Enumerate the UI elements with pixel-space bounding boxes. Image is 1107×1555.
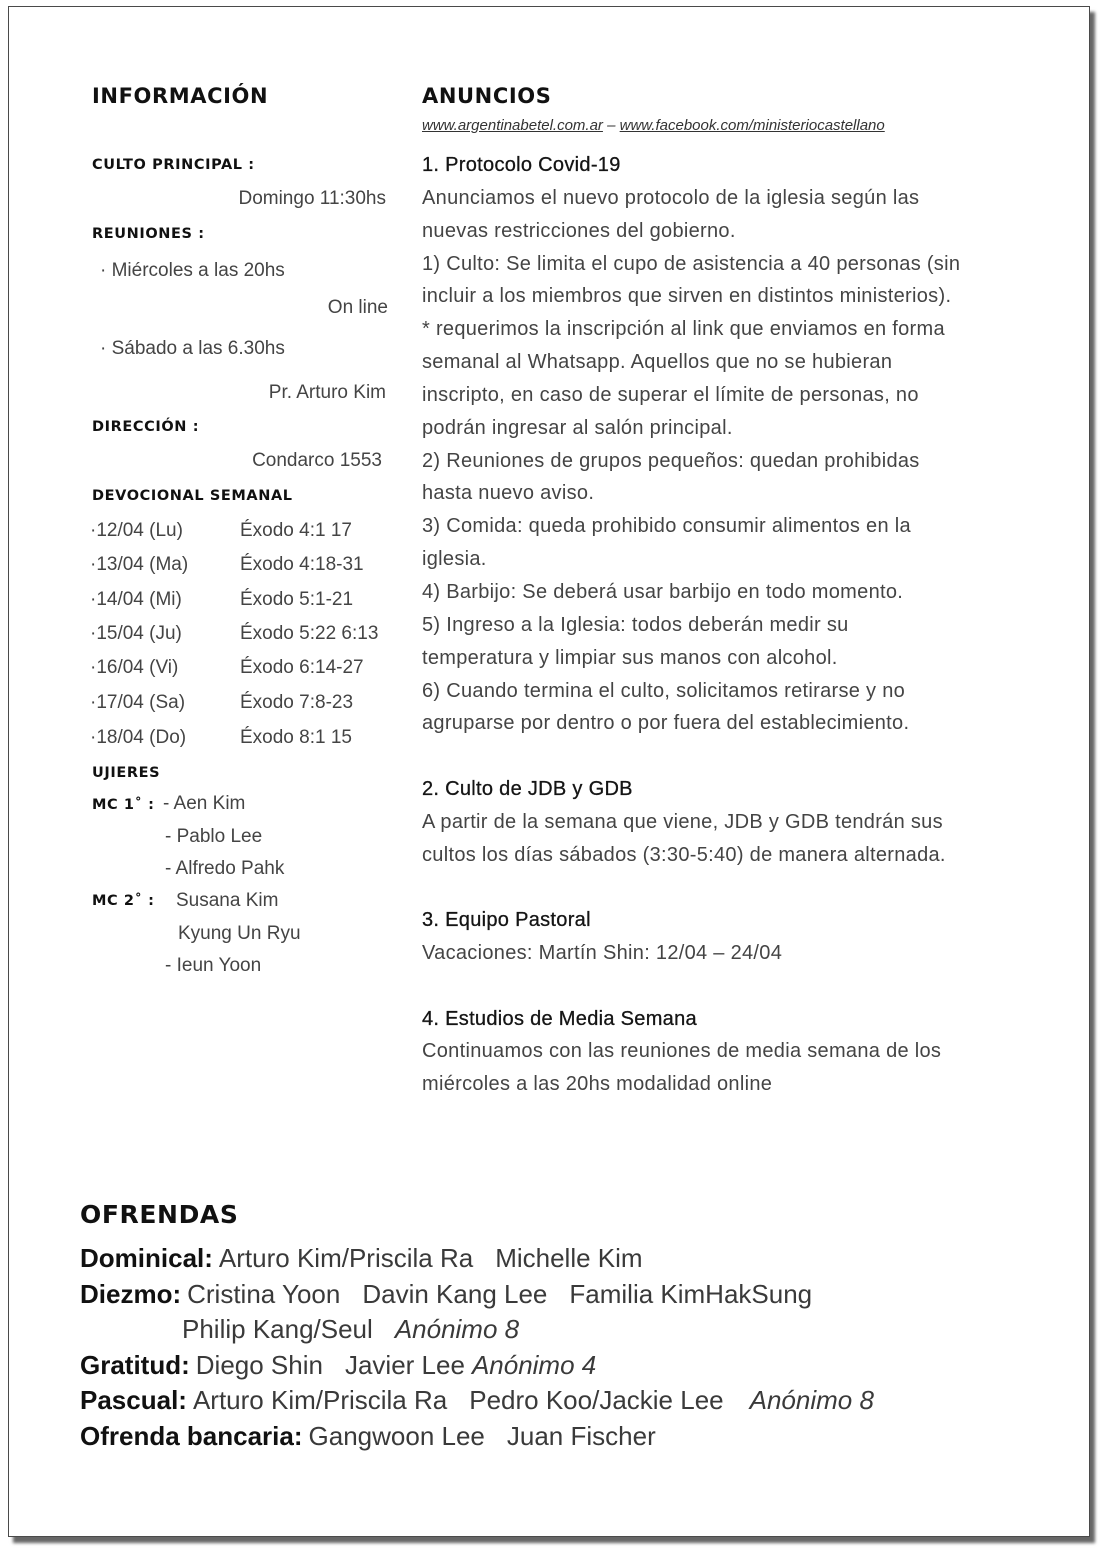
devocional-label: DEVOCIONAL SEMANAL xyxy=(92,488,293,504)
culto-principal-time: Domingo 11:30hs xyxy=(238,188,386,209)
links-separator: – xyxy=(602,117,620,134)
announcement-heading: 1. Protocolo Covid-19 xyxy=(422,154,621,176)
usher-name: - Ieun Yoon xyxy=(165,955,262,976)
ofrendas-title: OFRENDAS xyxy=(80,1200,239,1229)
devocional-date: ·16/04 (Vi) xyxy=(90,657,179,678)
reunion-miercoles: · Miércoles a las 20hs xyxy=(100,260,285,281)
donor-name: Gangwoon Lee xyxy=(308,1421,485,1451)
devocional-passage: Éxodo 8:1 15 xyxy=(240,727,352,748)
announcement-line: A partir de la semana que viene, JDB y GDB tendrán sus xyxy=(422,811,943,833)
donor-name: Familia KimHakSung xyxy=(569,1279,813,1309)
devocional-date: ·17/04 (Sa) xyxy=(90,692,186,713)
announcement-line: 1) Culto: Se limita el cupo de asistencia a 40 personas (sin xyxy=(422,253,961,275)
donor-name: Javier Lee xyxy=(344,1350,465,1380)
donor-name: Arturo Kim/Priscila Ra xyxy=(218,1243,474,1273)
announcement-line: miércoles a las 20hs modalidad online xyxy=(422,1073,773,1095)
usher-name: Susana Kim xyxy=(176,890,279,911)
ofrenda-label: Pascual: xyxy=(80,1385,187,1415)
mc2-label: MC 2˚ : xyxy=(92,893,155,909)
announcement-line: 6) Cuando termina el culto, solicitamos retirarse y no xyxy=(422,680,906,702)
devocional-passage: Éxodo 7:8-23 xyxy=(240,692,354,713)
announcement-line: semanal al Whatsapp. Aquellos que no se hubieran xyxy=(422,351,893,373)
ofrenda-row-dominical xyxy=(80,1242,643,1274)
donor-name: Cristina Yoon xyxy=(187,1279,341,1309)
announcement-line: Anunciamos el nuevo protocolo de la iglesia según las xyxy=(422,187,920,209)
devocional-passage: Éxodo 5:22 6:13 xyxy=(240,623,379,644)
anonymous-donor: Anónimo 8 xyxy=(749,1385,874,1415)
reunion-sabado-detail: Pr. Arturo Kim xyxy=(268,382,386,403)
announcement-line: hasta nuevo aviso. xyxy=(422,482,595,504)
announcement-heading: 2. Culto de JDB y GDB xyxy=(422,778,633,800)
announcement-line: incluir a los miembros que sirven en distintos ministerios). xyxy=(422,285,952,307)
donor-name: Diego Shin xyxy=(195,1350,323,1380)
direccion-value: Condarco 1553 xyxy=(252,450,382,471)
ofrenda-row-diezmo-continued xyxy=(182,1313,519,1345)
website-link[interactable]: www.argentinabetel.com.ar xyxy=(422,117,603,134)
announcement-line: nuevas restricciones del gobierno. xyxy=(422,220,736,242)
donor-name: Arturo Kim/Priscila Ra xyxy=(192,1385,448,1415)
ofrenda-row-gratitud xyxy=(80,1349,596,1381)
anonymous-donor: Anónimo 4 xyxy=(471,1350,597,1380)
devocional-date: ·14/04 (Mi) xyxy=(90,589,182,610)
links-line xyxy=(422,117,885,135)
reunion-sabado: · Sábado a las 6.30hs xyxy=(100,338,285,359)
ofrenda-row-bancaria xyxy=(80,1420,656,1452)
usher-name: - Aen Kim xyxy=(163,793,246,814)
announcement-line: Vacaciones: Martín Shin: 12/04 – 24/04 xyxy=(422,942,783,964)
devocional-passage: Éxodo 4:18-31 xyxy=(240,554,364,575)
announcement-line: * requerimos la inscripción al link que enviamos en forma xyxy=(422,318,945,340)
donor-name: Davin Kang Lee xyxy=(362,1279,548,1309)
ofrenda-label: Ofrenda bancaria: xyxy=(80,1421,303,1451)
usher-name: - Alfredo Pahk xyxy=(165,858,285,879)
announcement-line: agruparse por dentro o por fuera del establecimiento. xyxy=(422,712,910,734)
announcement-line: Continuamos con las reuniones de media semana de los xyxy=(422,1040,942,1062)
ofrenda-label: Dominical: xyxy=(80,1243,213,1273)
mc1-label: MC 1˚ : xyxy=(92,797,155,813)
announcement-line: inscripto, en caso de superar el límite de personas, no xyxy=(422,384,919,406)
announcement-line: 2) Reuniones de grupos pequeños: quedan prohibidas xyxy=(422,450,920,472)
direccion-label: DIRECCIÓN : xyxy=(92,419,200,435)
reuniones-label: REUNIONES : xyxy=(92,226,205,242)
announcement-heading: 3. Equipo Pastoral xyxy=(422,909,591,931)
ujieres-label: UJIERES xyxy=(92,765,161,781)
usher-name: Kyung Un Ryu xyxy=(178,923,301,944)
devocional-date: ·15/04 (Ju) xyxy=(90,623,182,644)
culto-principal-label: CULTO PRINCIPAL : xyxy=(92,157,255,173)
devocional-date: ·12/04 (Lu) xyxy=(90,520,183,541)
ofrenda-row-diezmo xyxy=(80,1278,812,1310)
devocional-passage: Éxodo 4:1 17 xyxy=(240,520,352,541)
ofrenda-row-pascual xyxy=(80,1384,874,1416)
donor-name: Philip Kang/Seul xyxy=(182,1314,373,1344)
informacion-title: INFORMACIÓN xyxy=(92,84,269,108)
devocional-passage: Éxodo 5:1-21 xyxy=(240,589,354,610)
devocional-passage: Éxodo 6:14-27 xyxy=(240,657,364,678)
reunion-miercoles-detail: On line xyxy=(327,297,388,318)
announcement-line: 5) Ingreso a la Iglesia: todos deberán medir su xyxy=(422,614,849,636)
announcement-line: podrán ingresar al salón principal. xyxy=(422,417,733,439)
facebook-link[interactable]: www.facebook.com/ministeriocastellano xyxy=(619,117,885,134)
donor-name: Michelle Kim xyxy=(495,1243,643,1273)
devocional-date: ·13/04 (Ma) xyxy=(90,554,189,575)
anonymous-donor: Anónimo 8 xyxy=(394,1314,520,1344)
donor-name: Pedro Koo/Jackie Lee xyxy=(469,1385,724,1415)
donor-name: Juan Fischer xyxy=(506,1421,656,1451)
announcement-line: iglesia. xyxy=(422,548,487,570)
devocional-date: ·18/04 (Do) xyxy=(90,727,187,748)
announcement-line: cultos los días sábados (3:30-5:40) de manera alternada. xyxy=(422,844,946,866)
ofrenda-label: Gratitud: xyxy=(80,1350,190,1380)
announcement-line: 4) Barbijo: Se deberá usar barbijo en todo momento. xyxy=(422,581,904,603)
usher-name: - Pablo Lee xyxy=(165,826,263,847)
announcement-line: temperatura y limpiar sus manos con alcohol. xyxy=(422,647,838,669)
anuncios-title: ANUNCIOS xyxy=(422,84,552,108)
announcement-heading: 4. Estudios de Media Semana xyxy=(422,1008,697,1030)
announcement-line: 3) Comida: queda prohibido consumir alimentos en la xyxy=(422,515,911,537)
ofrenda-label: Diezmo: xyxy=(80,1279,182,1309)
